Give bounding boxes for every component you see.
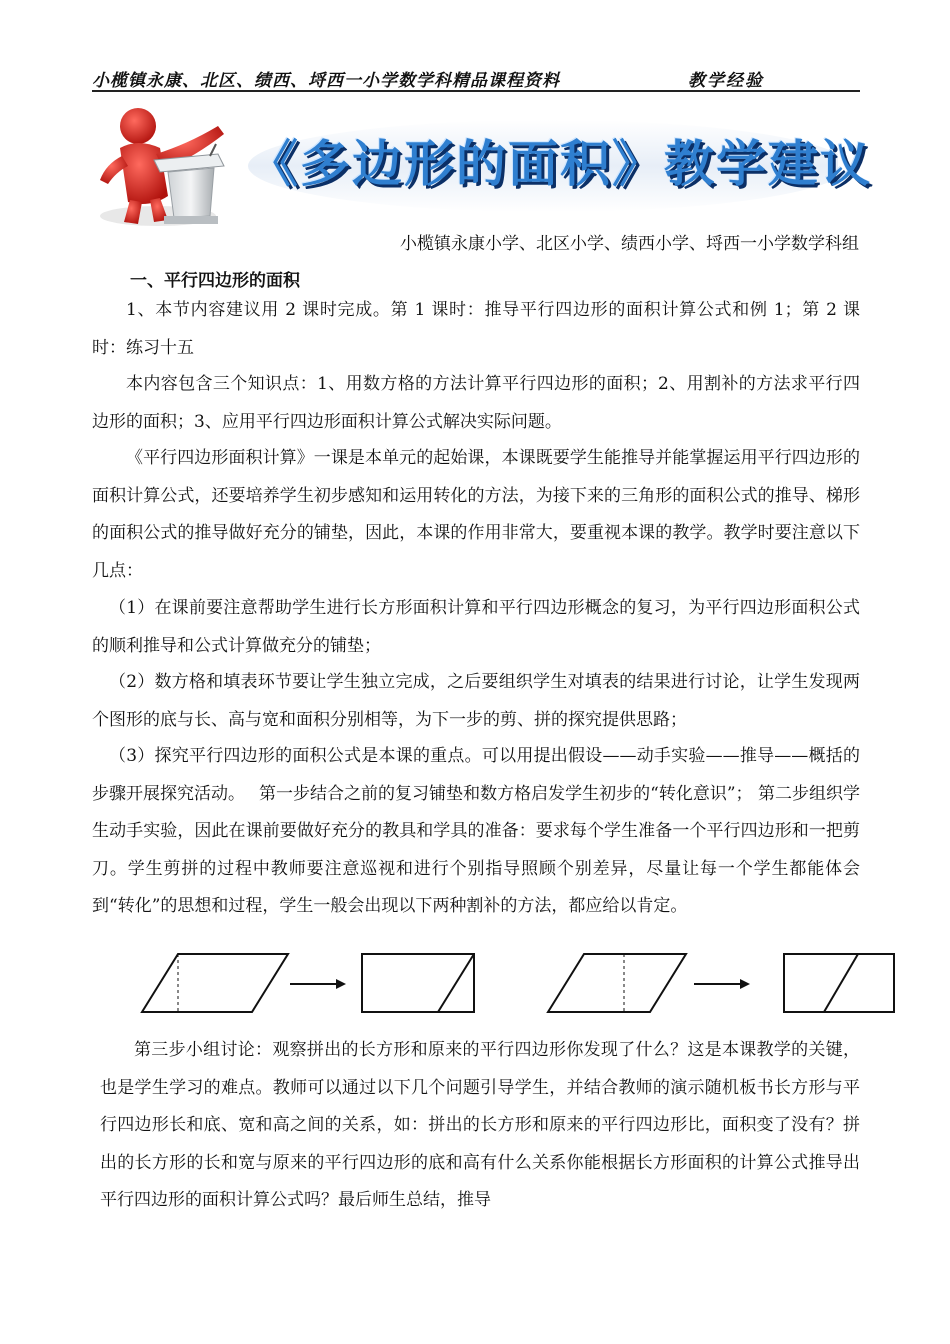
- parallelogram-1: [142, 954, 288, 1012]
- paragraph-step-three: 第三步小组讨论：观察拼出的长方形和原来的平行四边形你发现了什么？这是本课教学的关键，也是学生学习的难点。教师可以通过以下几个问题引导学生，并结合教师的演示随机板书长方形与平行四边形长和底、宽和高之间的关系，如：拼出的长方形和原来的平行四边形比，面积变了没有？拼出的长方形的长和宽与原来的平行四边形的底和高有什么关系你能根据长方形面积的计算公式推导出平行四边形的面积计算公式吗？最后师生总结，推导: [100, 1040, 860, 1210]
- paragraph-lesson-importance: 《平行四边形面积计算》一课是本单元的起始课，本课既要学生能推导并能掌握运用平行四边形的面积计算公式，还要培养学生初步感知和运用转化的方法，为接下来的三角形的面积公式的推导、梯形的面积公式的推导做好充分的铺垫，因此，本课的作用非常大，要重视本课的教学。教学时要注意以下几点：: [92, 448, 860, 581]
- header-course-title: 小榄镇永康、北区、绩西、埒西一小学数学科精品课程资料: [92, 71, 560, 91]
- rectangle-2: [784, 954, 894, 1012]
- method-2-diagram: [548, 954, 894, 1012]
- seam-line-1: [438, 954, 474, 1012]
- page-header: [92, 64, 860, 92]
- paragraph-point-3: （3）探究平行四边形的面积公式是本课的重点。可以用提出假设——动手实验——推导——概括的步骤开展探究活动。 第一步结合之前的复习铺垫和数方格启发学生初步的“转化意识”； 第二步组织学生动手实验，因此在课前要做好充分的教具和学具的准备：要求每个学生准备一个平行四边形和一把剪刀。学生剪拼的过程中教师要注意巡视和进行个别指导照顾个别差异，尽量让每一个学生都能体会到“转化”的思想和过程，学生一般会出现以下两种割补的方法，都应给以肯定。: [92, 746, 860, 916]
- banner-title: 《多边形的面积》教学建议: [248, 135, 872, 193]
- arrow-1-head: [336, 979, 346, 989]
- header-category: 教学经验: [688, 71, 764, 91]
- arrow-2-head: [740, 979, 750, 989]
- parallelogram-to-rectangle-diagram: [138, 948, 898, 1018]
- paragraph-point-1: （1）在课前要注意帮助学生进行长方形面积计算和平行四边形概念的复习，为平行四边形面积公式的顺利推导和公式计算做充分的铺垫；: [92, 598, 860, 656]
- method-1-diagram: [142, 954, 474, 1012]
- paragraph-lesson-plan: 1、本节内容建议用 2 课时完成。第 1 课时：推导平行四边形的面积计算公式和例 1；第 2 课时：练习十五: [92, 300, 860, 358]
- parallelogram-2: [548, 954, 686, 1012]
- section-heading: 一、平行四边形的面积: [130, 271, 300, 291]
- seam-line-2: [824, 954, 858, 1012]
- author-byline: 小榄镇永康小学、北区小学、绩西小学、埒西一小学数学科组: [400, 234, 859, 254]
- title-banner: [98, 104, 872, 230]
- paragraph-point-2: （2）数方格和填表环节要让学生独立完成，之后要组织学生对填表的结果进行讨论，让学生发现两个图形的底与长、高与宽和面积分别相等，为下一步的剪、拼的探究提供思路；: [92, 672, 860, 730]
- rectangle-1: [362, 954, 474, 1012]
- paragraph-knowledge-points: 本内容包含三个知识点：1、用数方格的方法计算平行四边形的面积；2、用割补的方法求平行四边形的面积；3、应用平行四边形面积计算公式解决实际问题。: [92, 374, 860, 432]
- cut-and-paste-figure: [138, 948, 898, 1018]
